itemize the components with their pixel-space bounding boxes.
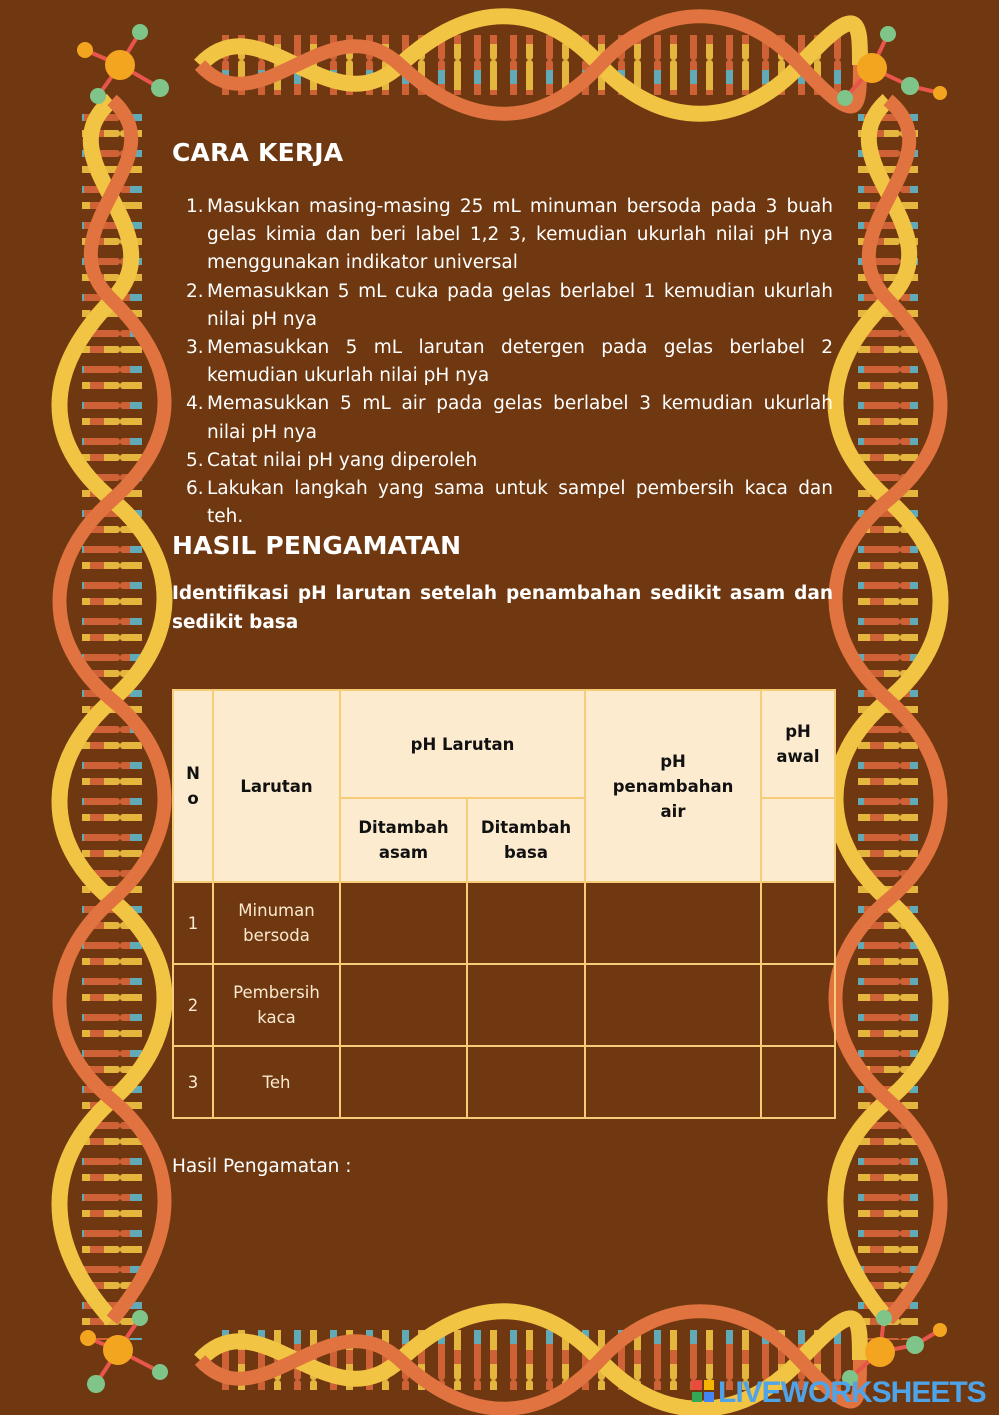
cell-ditambah-asam[interactable]	[340, 964, 467, 1046]
row-larutan: Pembersih kaca	[213, 964, 340, 1046]
header-no: N o	[173, 690, 213, 882]
row-no: 2	[173, 964, 213, 1046]
table-description: Identifikasi pH larutan setelah penambahan sedikit asam dan sedikit basa	[172, 583, 833, 633]
row-no: 1	[173, 882, 213, 964]
hasil-pengamatan-label: Hasil Pengamatan :	[172, 1156, 352, 1177]
table-row	[173, 1046, 835, 1118]
cell-ph-penambahan-air[interactable]	[585, 882, 761, 964]
observation-table	[172, 689, 836, 1119]
cell-ph-penambahan-air[interactable]	[585, 1046, 761, 1118]
worksheet-content	[172, 138, 833, 637]
cell-ditambah-asam[interactable]	[340, 882, 467, 964]
procedure-step: 6. Lakukan langkah yang sama untuk sampel pembersih kaca dan teh.	[186, 478, 833, 528]
header-ditambah-asam: Ditambah asam	[340, 798, 467, 882]
procedure-list	[172, 193, 833, 531]
procedure-step: 1. Masukkan masing-masing 25 mL minuman bersoda pada 3 buah gelas kimia dan beri label 1,2 3, kemudian ukurlah nilai pH nya menggunakan indikator universal	[186, 196, 833, 274]
table-row	[173, 964, 835, 1046]
cell-ph-awal[interactable]	[761, 1046, 835, 1118]
header-larutan: Larutan	[213, 690, 340, 882]
header-ph-larutan: pH Larutan	[340, 690, 585, 798]
procedure-step: 2. Memasukkan 5 mL cuka pada gelas berlabel 1 kemudian ukurlah nilai pH nya	[186, 280, 833, 330]
cell-ph-penambahan-air[interactable]	[585, 964, 761, 1046]
row-larutan: Minuman bersoda	[213, 882, 340, 964]
hasil-pengamatan-heading: HASIL PENGAMATAN	[172, 531, 462, 561]
liveworksheets-watermark[interactable]: LIVEWORKSHEETS	[718, 1376, 986, 1409]
liveworksheets-logo-icon	[692, 1380, 714, 1402]
table-row	[173, 882, 835, 964]
cell-ditambah-basa[interactable]	[467, 882, 585, 964]
header-ph-awal-blank	[761, 798, 835, 882]
procedure-step: 5. Catat nilai pH yang diperoleh	[186, 449, 478, 471]
row-larutan: Teh	[213, 1046, 340, 1118]
header-ditambah-basa: Ditambah basa	[467, 798, 585, 882]
cell-ditambah-asam[interactable]	[340, 1046, 467, 1118]
cell-ph-awal[interactable]	[761, 882, 835, 964]
molecule-top-left	[77, 24, 169, 104]
row-no: 3	[173, 1046, 213, 1118]
procedure-step: 3. Memasukkan 5 mL larutan detergen pada gelas berlabel 2 kemudian ukurlah nilai pH nya	[186, 337, 833, 387]
cell-ditambah-basa[interactable]	[467, 964, 585, 1046]
cara-kerja-heading: CARA KERJA	[172, 138, 344, 167]
header-ph-penambahan-air: pH penambahan air	[585, 690, 761, 882]
left-dna-helix	[59, 100, 164, 1340]
cell-ph-awal[interactable]	[761, 964, 835, 1046]
cell-ditambah-basa[interactable]	[467, 1046, 585, 1118]
right-dna-helix	[835, 100, 940, 1340]
header-ph-awal: pH awal	[761, 690, 835, 798]
procedure-step: 4. Memasukkan 5 mL air pada gelas berlabel 3 kemudian ukurlah nilai pH nya	[186, 393, 833, 443]
top-dna-helix	[200, 16, 860, 114]
